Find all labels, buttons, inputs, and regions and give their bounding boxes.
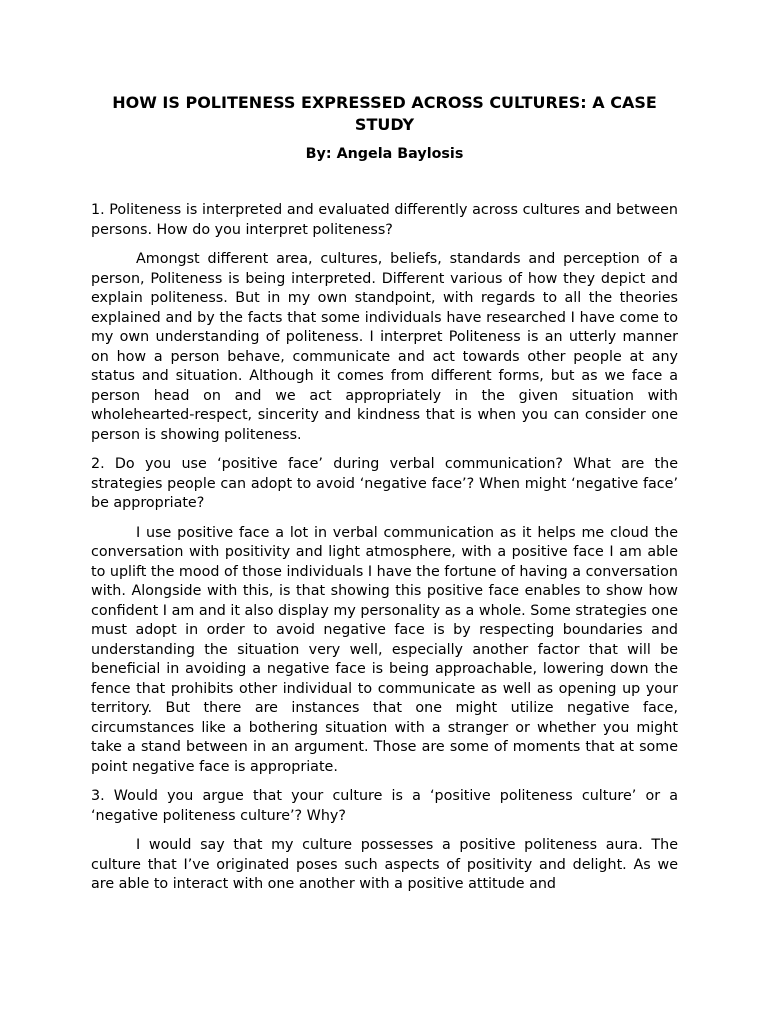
answer-2: I use positive face a lot in verbal communication as it helps me cloud the conversation with positivity and light atmosphere, with a positive face I am able to uplift the mood of those individuals I have the fortune of having a conversation with. Alongside with this, is that showing this positive face enables to show how confident I am and it also display my personality as a whole. Some strategies one must adopt in order to avoid negative face is by respecting boundaries and understanding the situation very well, especially another factor that will be beneficial in avoiding a negative face is being approachable, lowering down the fence that prohibits other individual to communicate as well as opening up your territory. But there are instances that one might utilize negative face, circumstances like a bothering situation with a stranger or whether you might take a stand between in an argument. Those are some of moments that at some point negative face is appropriate. [91,524,678,775]
answer-1: Amongst different area, cultures, beliefs, standards and perception of a person, Politeness is being interpreted. Different various of how they depict and explain politeness. But in my own standpoint, with regards to all the theories explained and by the facts that some individuals have researched I have come to my own understanding of politeness. I interpret Politeness is an utterly manner on how a person behave, communicate and act towards other people at any status and situation. Although it comes from different forms, but as we face a person head on and we act appropriately in the given situation with wholehearted-respect, sincerity and kindness that is when you can consider one person is showing politeness. [91,251,678,443]
answer-3: I would say that my culture possesses a positive politeness aura. The culture that I’ve originated poses such aspects of positivity and delight. As we are able to interact with one another with a positive attitude and [91,837,678,892]
question-3: 3. Would you argue that your culture is a ‘positive politeness culture’ or a ‘negative politeness culture’? Why? [91,788,678,824]
question-2: 2. Do you use ‘positive face’ during verbal communication? What are the strategies people can adopt to avoid ‘negative face’? When might ‘negative face’ be appropriate? [91,456,678,511]
document-title: HOW IS POLITENESS EXPRESSED ACROSS CULTURES: A CASE STUDY [112,93,657,134]
question-1: 1. Politeness is interpreted and evaluated differently across cultures and between persons. How do you interpret politeness? [91,202,678,238]
document-author: By: Angela Baylosis [305,146,464,162]
